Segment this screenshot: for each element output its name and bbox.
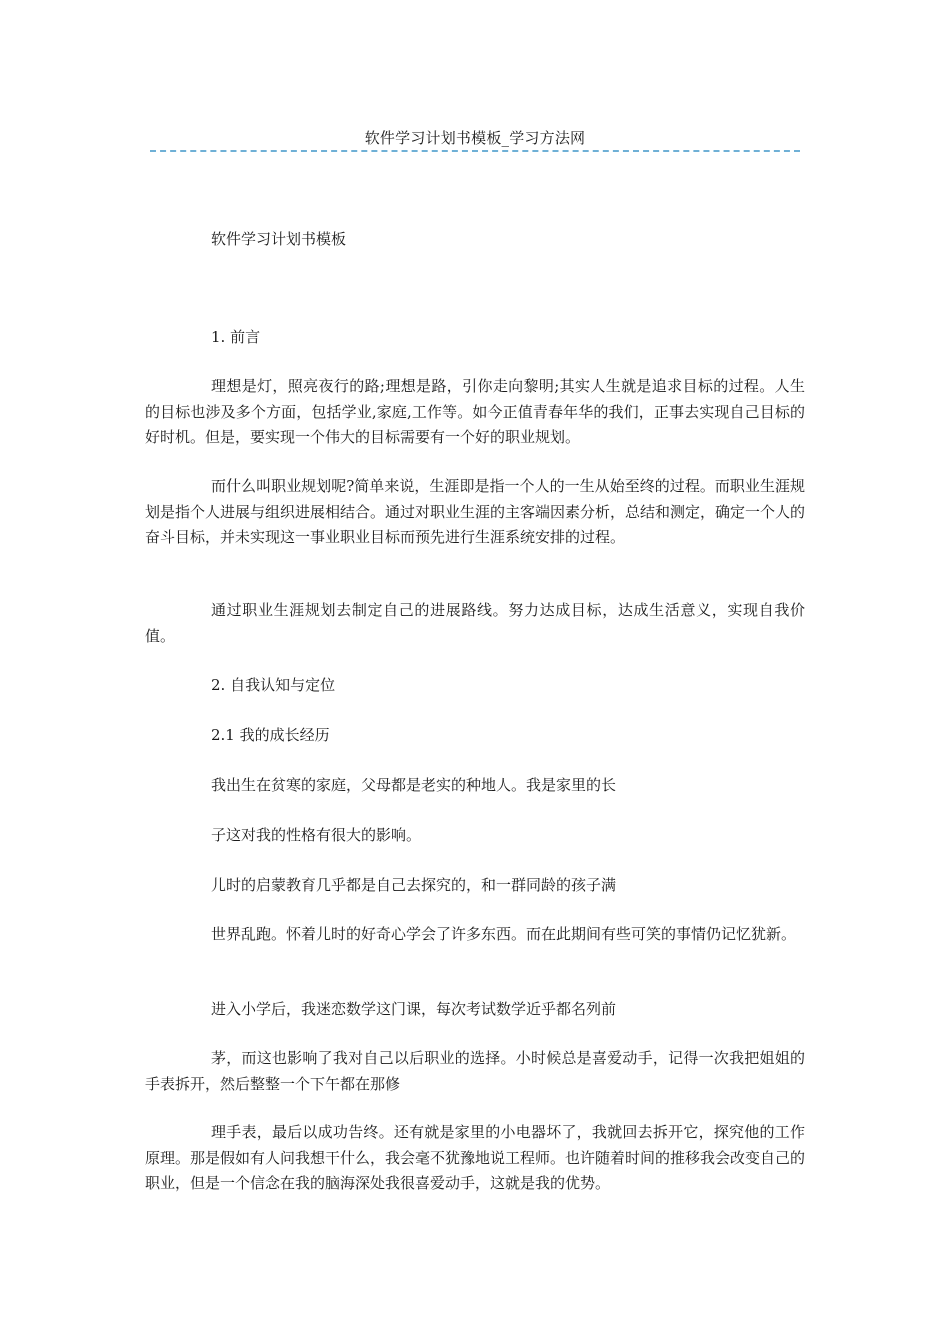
paragraph: 进入小学后，我迷恋数学这门课，每次考试数学近乎都名列前 xyxy=(211,1000,617,1018)
paragraph: 茅，而这也影响了我对自己以后职业的选择。小时候总是喜爱动手，记得一次我把姐姐的手表拆开，然后整整一个下午都在那修 xyxy=(145,1049,805,1093)
header-dashed-divider xyxy=(150,150,800,152)
paragraph: 我出生在贫寒的家庭，父母都是老实的种地人。我是家里的长 xyxy=(211,776,617,794)
paragraph: 子这对我的性格有很大的影响。 xyxy=(211,826,422,844)
paragraph: 儿时的启蒙教育几乎都是自己去探究的，和一群同龄的孩子满 xyxy=(211,876,617,894)
subsection-heading-growth: 2.1 我的成长经历 xyxy=(211,726,330,744)
section-heading-preface: 1. 前言 xyxy=(211,328,261,346)
paragraph: 通过职业生涯规划去制定自己的进展路线。努力达成目标，达成生活意义，实现自我价值。 xyxy=(145,601,805,645)
paragraph: 理手表，最后以成功告终。还有就是家里的小电器坏了，我就回去拆开它，探究他的工作原理。那是假如有人问我想干什么，我会毫不犹豫地说工程师。也许随着时间的推移我会改变自己的职业，但是一个信念在我的脑海深处我很喜爱动手，这就是我的优势。 xyxy=(145,1123,806,1192)
document-title: 软件学习计划书模板 xyxy=(211,230,347,248)
paragraph: 理想是灯，照亮夜行的路;理想是路，引你走向黎明;其实人生就是追求目标的过程。人生的目标也涉及多个方面，包括学业,家庭,工作等。如今正值青春年华的我们，正事去实现自己目标的好时机。但是，要实现一个伟大的目标需要有一个好的职业规划。 xyxy=(145,377,805,446)
paragraph: 而什么叫职业规划呢?简单来说，生涯即是指一个人的一生从始至终的过程。而职业生涯规划是指个人进展与组织进展相结合。通过对职业生涯的主客端因素分析，总结和测定，确定一个人的奋斗目标，并未实现这一事业职业目标而预先进行生涯系统安排的过程。 xyxy=(145,477,806,546)
section-heading-self-awareness: 2. 自我认知与定位 xyxy=(211,676,336,694)
page-header-title: 软件学习计划书模板_学习方法网 xyxy=(364,129,586,147)
paragraph: 世界乱跑。怀着儿时的好奇心学会了许多东西。而在此期间有些可笑的事情仍记忆犹新。 xyxy=(211,925,797,943)
